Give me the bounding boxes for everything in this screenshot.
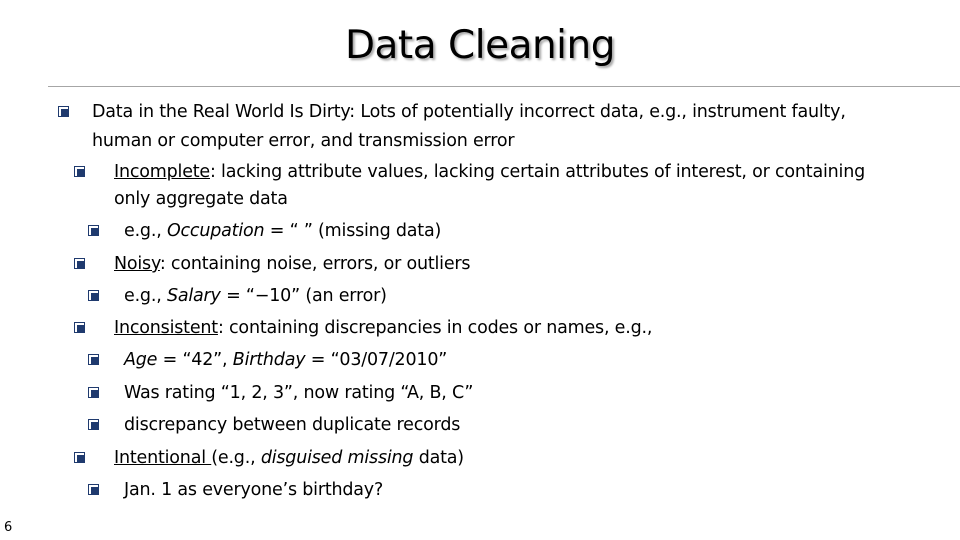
square-bullet-icon [74, 258, 85, 269]
occupation-variable: Occupation [166, 221, 265, 241]
square-bullet-icon [58, 106, 69, 117]
example-value: = “42”, [157, 350, 233, 370]
incomplete-line [114, 160, 865, 184]
noisy-example [124, 284, 387, 308]
page-number: 6 [4, 520, 13, 535]
example-value: = “03/07/2010” [305, 350, 448, 370]
example-value: = “−10” (an error) [220, 286, 387, 306]
incomplete-description: : lacking attribute values, lacking certain attributes of interest, or containing [210, 162, 866, 182]
example-prefix: e.g., [124, 221, 167, 241]
dirty-data-line-2: human or computer error, and transmission error [92, 131, 515, 151]
square-bullet-icon [88, 225, 99, 236]
example-prefix: e.g., [124, 286, 167, 306]
square-bullet-icon [88, 419, 99, 430]
square-bullet-icon [88, 354, 99, 365]
inconsistent-term: Inconsistent [114, 318, 218, 338]
noisy-term: Noisy [114, 254, 160, 274]
noisy-line [114, 252, 470, 276]
square-bullet-icon [74, 452, 85, 463]
incomplete-term: Incomplete [114, 162, 210, 182]
incomplete-example [124, 219, 441, 243]
intentional-italic: disguised missing [260, 448, 414, 468]
inconsistent-example-2: Was rating “1, 2, 3”, now rating “A, B, C” [124, 383, 474, 403]
intentional-example: Jan. 1 as everyone’s birthday? [124, 480, 384, 500]
square-bullet-icon [74, 166, 85, 177]
dirty-data-line-1: Data in the Real World Is Dirty: Lots of potentially incorrect data, e.g., instrument faulty, [92, 102, 846, 122]
inconsistent-line [114, 316, 652, 340]
square-bullet-icon [88, 290, 99, 301]
square-bullet-icon [74, 322, 85, 333]
square-bullet-icon [88, 387, 99, 398]
inconsistent-description: : containing discrepancies in codes or names, e.g., [217, 318, 653, 338]
intentional-paren-open: (e.g., [211, 448, 261, 468]
incomplete-line-2: only aggregate data [114, 189, 288, 209]
inconsistent-example-1 [124, 348, 447, 372]
square-bullet-icon [88, 484, 99, 495]
intentional-term: Intentional [114, 448, 212, 468]
intentional-paren-close: data) [413, 448, 464, 468]
age-variable: Age [124, 350, 158, 370]
salary-variable: Salary [166, 286, 221, 306]
noisy-description: : containing noise, errors, or outliers [159, 254, 471, 274]
slide-title: Data Cleaning [344, 23, 615, 68]
inconsistent-example-3: discrepancy between duplicate records [124, 415, 461, 435]
intentional-line [114, 446, 464, 470]
title-divider [48, 86, 960, 87]
birthday-variable: Birthday [232, 350, 306, 370]
example-value: = “ ” (missing data) [264, 221, 442, 241]
